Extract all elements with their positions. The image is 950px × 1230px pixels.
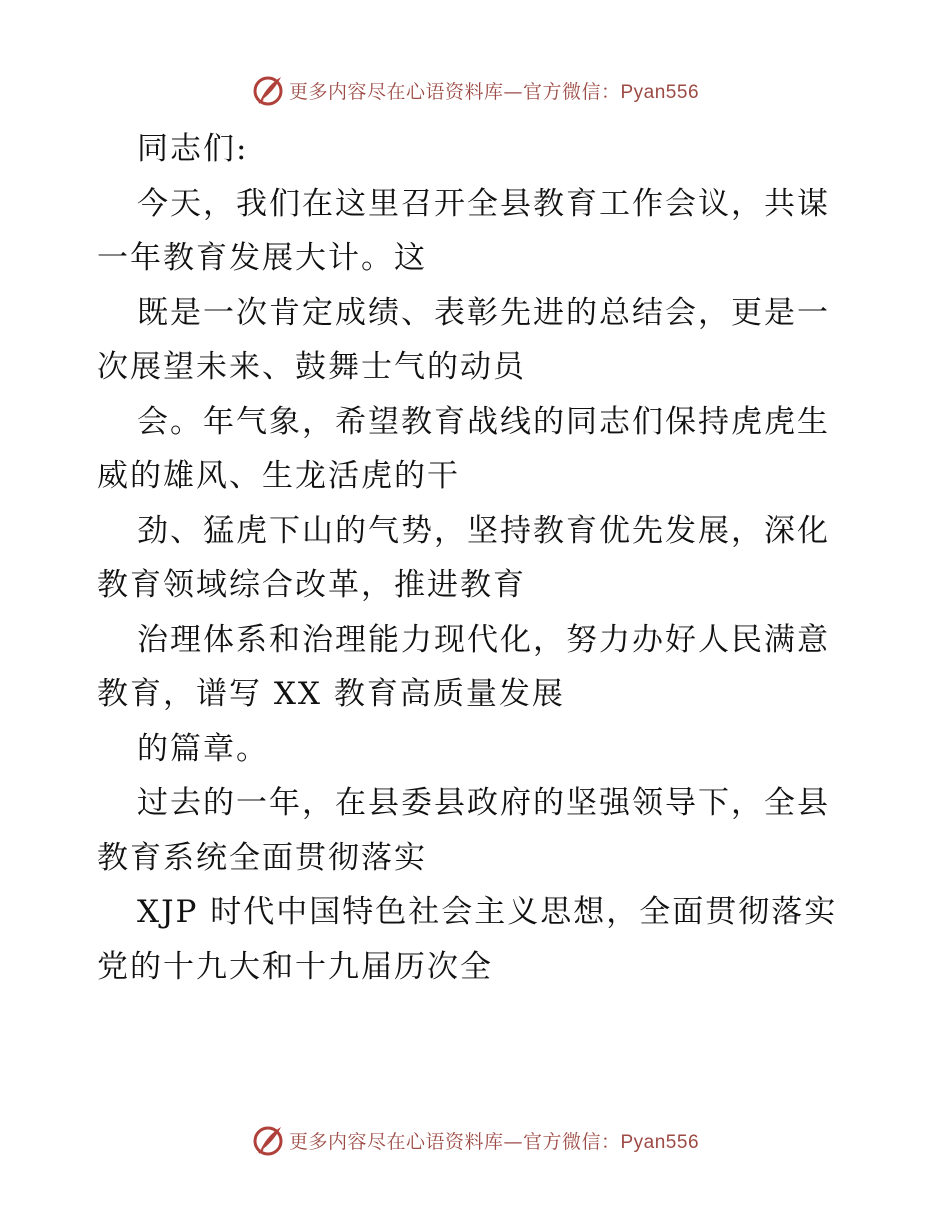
feather-pen-logo-icon	[251, 73, 285, 107]
body-line: 次展望未来、鼓舞士气的动员	[97, 349, 526, 385]
body-line: 会。年气象，希望教育战线的同志们保持虎虎生	[137, 403, 830, 440]
body-line: 劲、猛虎下山的气势，坚持教育优先发展，深化	[137, 512, 830, 549]
body-line: 一年教育发展大计。这	[97, 240, 427, 276]
body-line: 教育，谱写 XX 教育高质量发展	[97, 676, 565, 712]
body-line: 教育系统全面贯彻落实	[97, 839, 427, 876]
body-line: 同志们:	[137, 131, 249, 167]
footer-banner	[0, 1120, 950, 1160]
body-line: 威的雄风、生龙活虎的干	[97, 458, 460, 494]
body-line: 既是一次肯定成绩、表彰先进的总结会，更是一	[137, 294, 830, 331]
header-banner-wechat-id: Pyan556	[620, 81, 700, 103]
footer-banner-wechat-id: Pyan556	[620, 1131, 700, 1153]
body-line: 党的十九大和十九届历次全	[97, 948, 493, 985]
body-line: 过去的一年，在县委县政府的坚强领导下，全县	[137, 785, 830, 821]
body-line: 教育领域综合改革，推进教育	[97, 567, 526, 603]
footer-banner-cn: 更多内容尽在心语资料库—官方微信：	[288, 1130, 621, 1153]
body-line: XJP 时代中国特色社会主义思想，全面贯彻落实	[137, 894, 838, 930]
feather-pen-logo-icon	[251, 1123, 285, 1157]
body-line: 今天，我们在这里召开全县教育工作会议，共谋	[137, 185, 830, 222]
header-banner-text	[289, 77, 699, 104]
body-line: 治理体系和治理能力现代化，努力办好人民满意	[137, 621, 830, 658]
header-banner	[0, 70, 950, 110]
header-banner-cn: 更多内容尽在心语资料库—官方微信：	[288, 80, 621, 103]
body-line: 的篇章。	[137, 730, 269, 767]
footer-banner-text	[289, 1127, 699, 1154]
document-body	[97, 122, 857, 994]
